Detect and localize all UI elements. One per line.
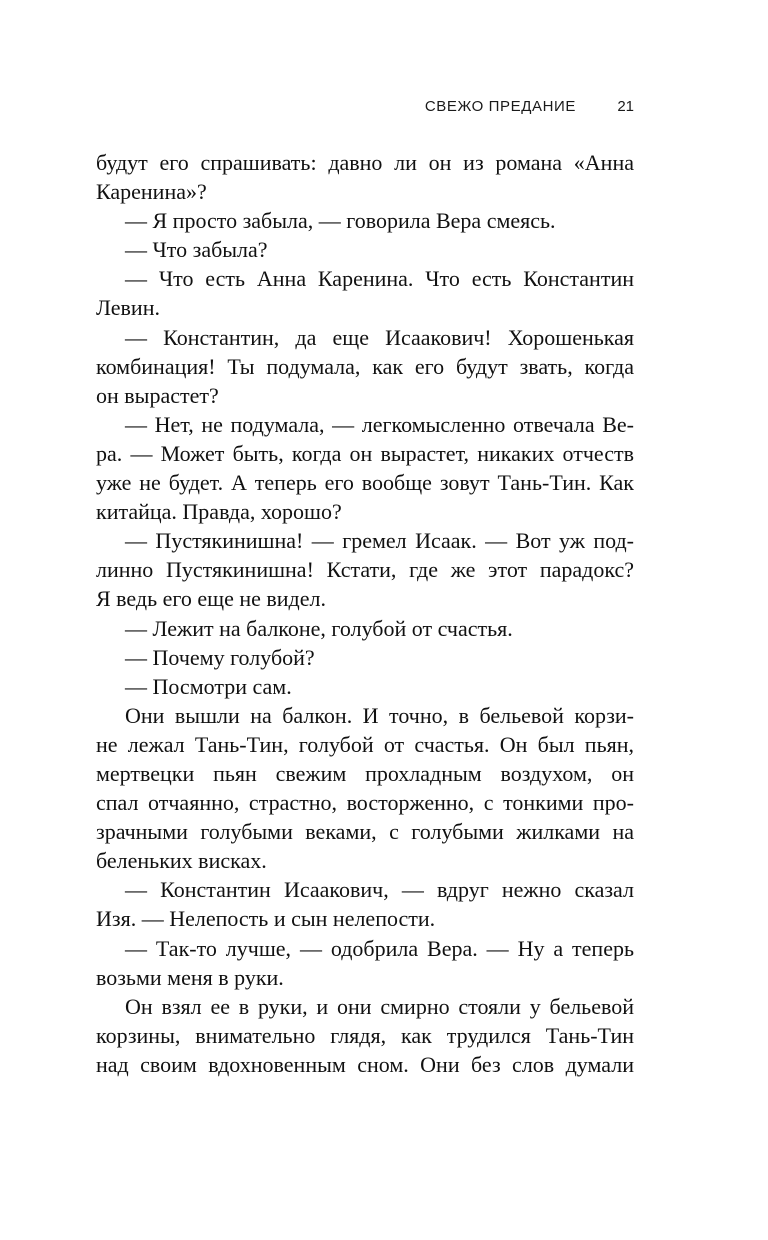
text-line: Они вышли на балкон. И точно, в бельевой корзи- (125, 702, 634, 728)
text-line: он вырастет? (96, 382, 219, 408)
text-line: Каренина»? (96, 179, 207, 205)
body-text (96, 148, 634, 1079)
text-line: китайца. Правда, хорошо? (96, 499, 342, 525)
text-line: — Пустякинишна! — гремел Исаак. — Вот уж под- (125, 528, 634, 554)
page-header (96, 94, 634, 120)
text-line: мертвецки пьян свежим прохладным воздухом, он (96, 760, 634, 786)
text-line: возьми меня в руки. (96, 964, 284, 990)
text-line: линно Пустякинишна! Кстати, где же этот парадокс? (96, 557, 634, 583)
text-line: Он взял ее в руки, и они смирно стояли у бельевой (125, 993, 634, 1019)
text-line: — Так-то лучше, — одобрила Вера. — Ну а теперь (125, 935, 634, 961)
text-line: спал отчаянно, страстно, восторженно, с тонкими про- (96, 790, 634, 816)
text-line: — Почему голубой? (125, 644, 315, 670)
text-line: — Константин, да еще Исаакович! Хорошенькая (125, 324, 634, 350)
text-line: ра. — Может быть, когда он вырастет, никаких отчеств (96, 440, 634, 466)
text-line: — Я просто забыла, — говорила Вера смеясь. (125, 208, 556, 234)
text-line: Изя. — Нелепость и сын нелепости. (96, 906, 436, 932)
text-line: корзины, внимательно глядя, как трудился Тань-Тин (96, 1022, 634, 1048)
text-line: будут его спрашивать: давно ли он из романа «Анна (96, 150, 634, 175)
text-line: Я ведь его еще не видел. (96, 586, 326, 612)
text-line: Левин. (96, 295, 160, 321)
text-line: беленьких висках. (96, 848, 267, 874)
text-line: уже не будет. А теперь его вообще зовут Тань-Тин. Как (96, 470, 634, 496)
text-line: не лежал Тань-Тин, голубой от счастья. Он был пьян, (96, 731, 634, 757)
text-line: — Что есть Анна Каренина. Что есть Константин (125, 266, 634, 292)
text-line: зрачными голубыми веками, с голубыми жилками на (96, 819, 634, 845)
text-line: комбинация! Ты подумала, как его будут звать, когда (96, 353, 634, 379)
text-line: — Лежит на балконе, голубой от счастья. (125, 615, 513, 641)
text-line: — Посмотри сам. (125, 673, 292, 699)
page-number: 21 (617, 98, 634, 115)
text-line: — Нет, не подумала, — легкомысленно отвечала Ве- (125, 411, 634, 437)
text-line: — Что забыла? (125, 237, 268, 263)
text-line: над своим вдохновенным сном. Они без слов думали (96, 1051, 634, 1077)
text-line: — Константин Исаакович, — вдруг нежно сказал (125, 877, 634, 903)
running-title: СВЕЖО ПРЕДАНИЕ (424, 98, 576, 115)
